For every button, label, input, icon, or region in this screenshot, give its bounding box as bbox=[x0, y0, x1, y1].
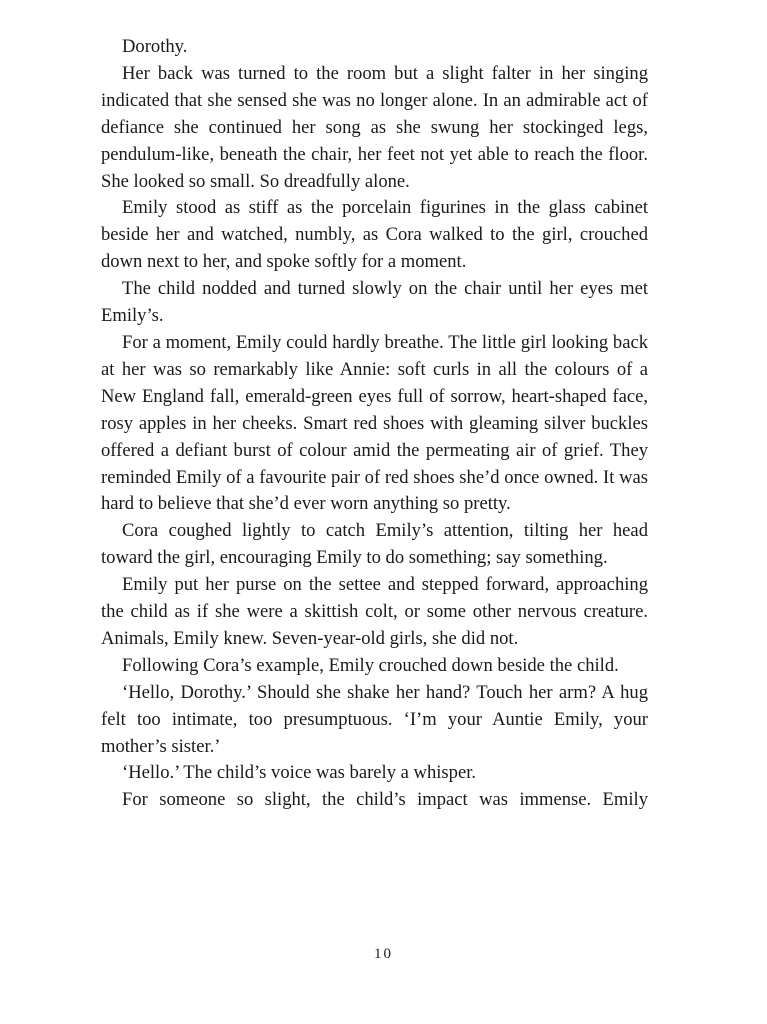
page-number: 10 bbox=[374, 946, 393, 962]
paragraph: Her back was turned to the room but a slight falter in her singing indicated that she sensed she was no longer alone. In an admirable act of defiance she continued her song as she swung her stockinged legs, pendulum-like, beneath the chair, her feet not yet able to reach the floor. She looked so small. So dreadfully alone. bbox=[101, 62, 648, 192]
paragraph: Emily stood as stiff as the porcelain figurines in the glass cabinet beside her and watched, numbly, as Cora walked to the girl, crouched down next to her, and spoke softly for a moment. bbox=[101, 197, 648, 273]
paragraph: Cora coughed lightly to catch Emily’s attention, tilting her head toward the girl, encouraging Emily to do something; say something. bbox=[101, 520, 648, 569]
paragraph-last: For someone so slight, the child’s impact was immense. Emily bbox=[122, 789, 648, 811]
paragraph: For a moment, Emily could hardly breathe. The little girl looking back at her was so remarkably like Annie: soft curls in all the colours of a New England fall, emerald-green eyes full of sorrow, heart-shaped face, rosy apples in her cheeks. Smart red shoes with gleaming silver buckles offered a defiant burst of colour amid the permeating air of grief. They reminded Emily of a favourite pair of red shoes she’d once owned. It was hard to believe that she’d ever worn anything so pretty. bbox=[101, 331, 648, 515]
paragraph: Dorothy. bbox=[122, 36, 188, 57]
page-body bbox=[101, 34, 648, 814]
paragraph: ‘Hello, Dorothy.’ Should she shake her hand? Touch her arm? A hug felt too intimate, too presumptuous. ‘I’m your Auntie Emily, your mother’s sister.’ bbox=[101, 681, 648, 757]
paragraph: Emily put her purse on the settee and stepped forward, approaching the child as if she were a skittish colt, or some other nervous creature. Animals, Emily knew. Seven-year-old girls, she did not. bbox=[101, 574, 648, 649]
paragraph: The child nodded and turned slowly on the chair until her eyes met Emily’s. bbox=[101, 278, 648, 327]
paragraph: ‘Hello.’ The child’s voice was barely a whisper. bbox=[122, 762, 477, 784]
paragraph: Following Cora’s example, Emily crouched down beside the child. bbox=[122, 654, 619, 676]
